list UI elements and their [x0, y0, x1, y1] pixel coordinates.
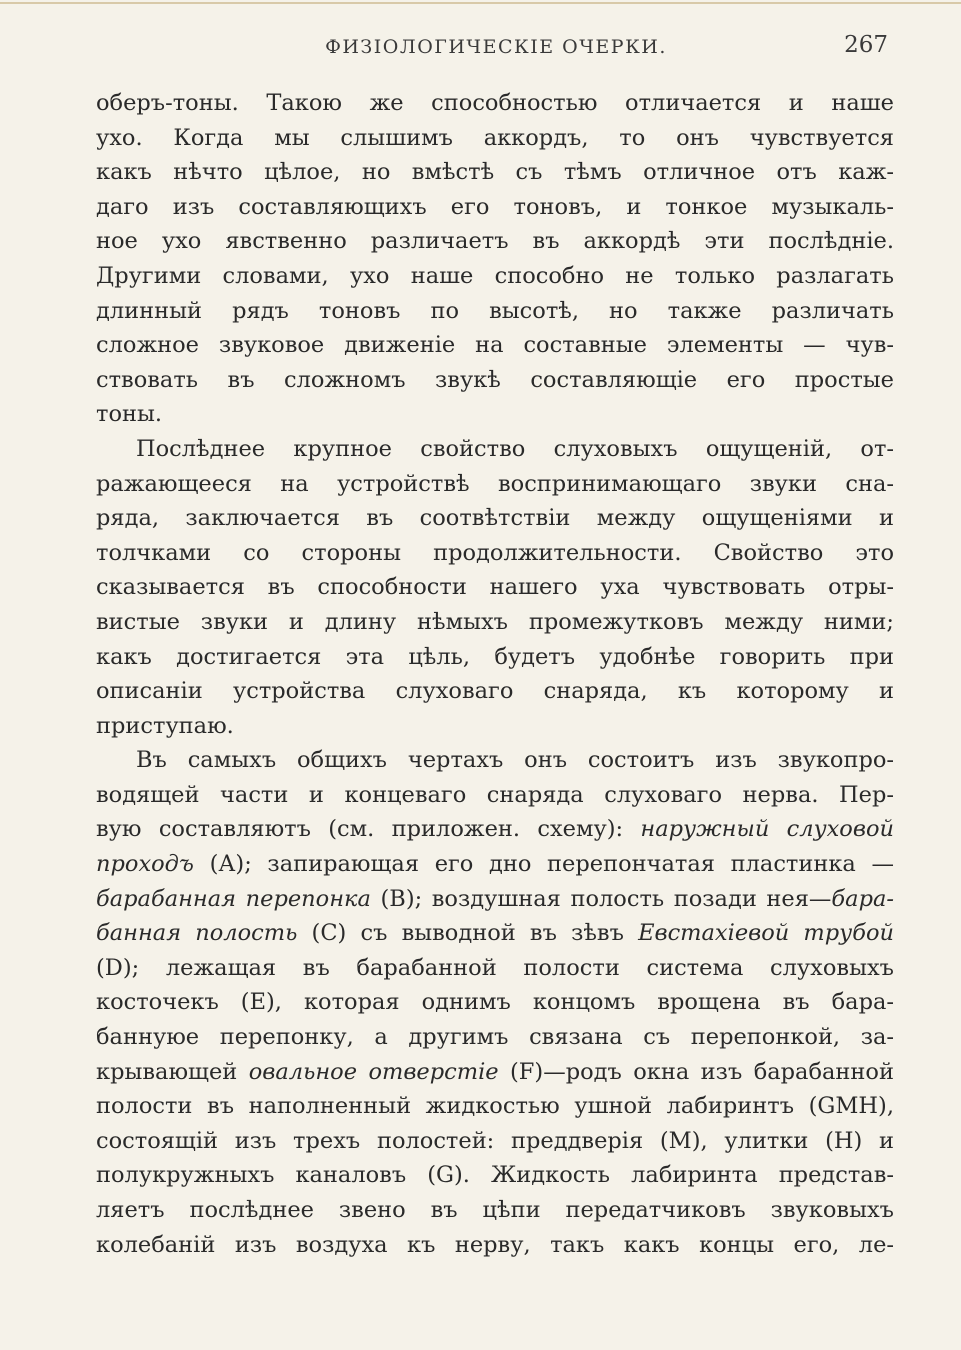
text-line: колебаній изъ воздуха къ нерву, такъ какъ концы его, ле- [96, 1231, 894, 1258]
italic-term: проходъ [96, 851, 194, 878]
text-line: сложное звуковое движеніе на составные элементы — чув- [96, 332, 894, 359]
text-run: (F)—родъ окна изъ барабанной [498, 1058, 894, 1085]
italic-term: овальное отверстіе [248, 1058, 499, 1085]
text-line: оберъ-тоны. Такою же способностью отличается и наше [96, 90, 894, 116]
text-run: (А); запирающая его дно перепончатая пластинка — [193, 851, 894, 878]
running-title: ФИЗІОЛОГИЧЕСКІЕ ОЧЕРКИ. [325, 36, 667, 58]
italic-term: банная полость [96, 920, 298, 947]
text-line: толчками со стороны продолжительности. Свойство это [96, 539, 894, 566]
text-line [96, 812, 894, 847]
text-line: ухо. Когда мы слышимъ аккордъ, то онъ чувствуется [96, 124, 894, 151]
body-text [96, 86, 894, 1262]
italic-term: барабанная перепонка [96, 885, 371, 912]
paragraph-start-line: Послѣднее крупное свойство слуховыхъ ощущеній, от- [136, 435, 894, 462]
italic-term: бара- [831, 885, 894, 912]
text-run: (В); воздушная полость позади нея— [370, 885, 832, 912]
text-line: вистые звуки и длину нѣмыхъ промежутковъ между ними; [96, 608, 894, 635]
text-line: баннуюе перепонку, а другимъ связана съ перепонкой, за- [96, 1024, 894, 1051]
text-line: ряда, заключается въ соотвѣтствіи между ощущеніями и [96, 505, 894, 532]
text-line: полукружныхъ каналовъ (G). Жидкость лабиринта представ- [96, 1162, 894, 1189]
text-line: длинный рядъ тоновъ по высотѣ, но также различать [96, 297, 894, 324]
text-line: Другими словами, ухо наше способно не только разлагать [96, 262, 894, 289]
text-line: водящей части и концеваго снаряда слуховаго нерва. Пер- [96, 781, 894, 808]
text-line: даго изъ составляющихъ его тоновъ, и тонкое музыкаль- [96, 193, 894, 220]
text-line: (D); лежащая въ барабанной полости система слуховыхъ [96, 954, 894, 981]
top-rule [0, 2, 961, 4]
text-run: (С) съ выводной въ зѣвъ [297, 920, 639, 947]
text-line: тоны. [96, 401, 163, 428]
text-line: какъ нѣчто цѣлое, но вмѣстѣ съ тѣмъ отличное отъ каж- [96, 159, 894, 186]
page-number: 267 [844, 32, 888, 58]
text-line: полости въ наполненный жидкостью ушной лабиринтъ (GMH), [96, 1093, 894, 1120]
text-line: ражающееся на устройствѣ воспринимающаго звуки сна- [96, 470, 894, 497]
text-line: ляетъ послѣднее звено въ цѣпи передатчиковъ звуковыхъ [96, 1197, 894, 1223]
text-line: косточекъ (Е), которая однимъ концомъ врощена въ бара- [96, 989, 894, 1016]
text-line [96, 847, 894, 882]
text-line: ное ухо явственно различаетъ въ аккордѣ эти послѣдніе. [96, 228, 894, 255]
text-line: ствовать въ сложномъ звукѣ составляющіе его простые [96, 366, 894, 393]
text-line: описаніи устройства слуховаго снаряда, къ которому и [96, 678, 894, 705]
paragraph-start-line: Въ самыхъ общихъ чертахъ онъ состоитъ изъ звукопро- [136, 747, 894, 774]
italic-term: Евстахіевой трубой [638, 920, 894, 947]
text-line [96, 882, 894, 917]
text-run: крывающей [96, 1058, 249, 1085]
page-header [96, 32, 896, 64]
text-line: приступаю. [96, 712, 234, 739]
text-line [96, 916, 894, 951]
text-line: какъ достигается эта цѣль, будетъ удобнѣе говорить при [96, 643, 894, 670]
text-run: вую составляютъ (см. приложен. схему): [96, 816, 641, 843]
text-line: состоящій изъ трехъ полостей: преддверія (M), улитки (H) и [96, 1127, 894, 1154]
italic-term: наружный слуховой [640, 816, 894, 843]
text-line [96, 1055, 894, 1090]
text-line: сказывается въ способности нашего уха чувствовать отры- [96, 574, 894, 601]
